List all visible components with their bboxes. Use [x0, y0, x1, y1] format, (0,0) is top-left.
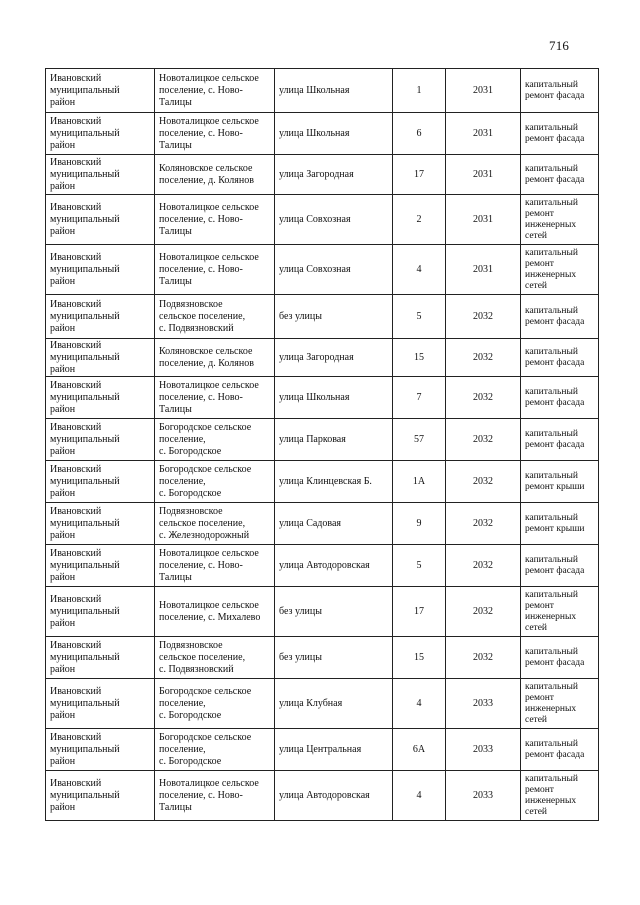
work-type-cell	[521, 377, 599, 419]
district-cell-text: Ивановский муниципальный район	[50, 201, 120, 237]
settlement-cell	[155, 503, 275, 545]
year-cell	[446, 377, 521, 419]
district-cell	[46, 245, 155, 295]
street-cell-text: улица Автодоровская	[279, 789, 370, 801]
settlement-cell-text: Новоталицкое сельское поселение, с. Ново- Талицы	[159, 201, 259, 237]
house-number-cell	[393, 195, 446, 245]
district-cell-text: Ивановский муниципальный район	[50, 505, 120, 541]
settlement-cell	[155, 461, 275, 503]
street-cell	[275, 339, 393, 377]
house-number-cell-text: 57	[414, 433, 424, 445]
settlement-cell	[155, 587, 275, 637]
work-type-cell-text: капитальный ремонт крыши	[525, 512, 585, 534]
work-type-cell	[521, 771, 599, 821]
district-cell-text: Ивановский муниципальный район	[50, 639, 120, 675]
year-cell	[446, 545, 521, 587]
table-row	[46, 113, 599, 155]
district-cell-text: Ивановский муниципальный район	[50, 777, 120, 813]
settlement-cell	[155, 195, 275, 245]
street-cell	[275, 461, 393, 503]
settlement-cell-text: Подвязновское сельское поселение, с. Подвязновский	[159, 639, 246, 675]
settlement-cell	[155, 545, 275, 587]
house-number-cell	[393, 113, 446, 155]
district-cell-text: Ивановский муниципальный район	[50, 685, 120, 721]
settlement-cell-text: Новоталицкое сельское поселение, с. Ново- Талицы	[159, 251, 259, 287]
district-cell-text: Ивановский муниципальный район	[50, 72, 120, 108]
year-cell-text: 2032	[473, 433, 493, 445]
house-number-cell	[393, 69, 446, 113]
street-cell-text: улица Совхозная	[279, 213, 351, 225]
settlement-cell-text: Новоталицкое сельское поселение, с. Михалево	[159, 599, 261, 623]
street-cell	[275, 195, 393, 245]
year-cell-text: 2032	[473, 475, 493, 487]
year-cell-text: 2031	[473, 84, 493, 96]
year-cell-text: 2032	[473, 310, 493, 322]
settlement-cell	[155, 637, 275, 679]
year-cell-text: 2032	[473, 605, 493, 617]
settlement-cell-text: Богородское сельское поселение, с. Богородское	[159, 463, 252, 499]
work-type-cell	[521, 113, 599, 155]
settlement-cell-text: Подвязновское сельское поселение, с. Железнодорожный	[159, 505, 250, 541]
settlement-cell-text: Подвязновское сельское поселение, с. Подвязновский	[159, 298, 246, 334]
district-cell	[46, 637, 155, 679]
house-number-cell	[393, 295, 446, 339]
district-cell	[46, 587, 155, 637]
district-cell-text: Ивановский муниципальный район	[50, 339, 120, 375]
house-number-cell-text: 4	[416, 263, 422, 275]
district-cell	[46, 419, 155, 461]
work-type-cell-text: капитальный ремонт фасада	[525, 79, 585, 101]
district-cell	[46, 771, 155, 821]
settlement-cell	[155, 295, 275, 339]
year-cell-text: 2032	[473, 651, 493, 663]
street-cell	[275, 377, 393, 419]
district-cell	[46, 295, 155, 339]
work-type-cell	[521, 637, 599, 679]
district-cell-text: Ивановский муниципальный район	[50, 379, 120, 415]
settlement-cell-text: Богородское сельское поселение, с. Богородское	[159, 731, 252, 767]
repair-schedule-table	[45, 68, 599, 821]
house-number-cell-text: 5	[416, 310, 422, 322]
work-type-cell-text: капитальный ремонт фасада	[525, 386, 585, 408]
street-cell	[275, 545, 393, 587]
settlement-cell	[155, 729, 275, 771]
settlement-cell-text: Новоталицкое сельское поселение, с. Ново- Талицы	[159, 379, 259, 415]
street-cell	[275, 503, 393, 545]
table-row	[46, 295, 599, 339]
house-number-cell	[393, 771, 446, 821]
table-row	[46, 503, 599, 545]
street-cell-text: без улицы	[279, 651, 322, 663]
year-cell	[446, 771, 521, 821]
street-cell	[275, 69, 393, 113]
street-cell-text: улица Загородная	[279, 351, 354, 363]
street-cell	[275, 295, 393, 339]
settlement-cell	[155, 245, 275, 295]
house-number-cell	[393, 245, 446, 295]
year-cell-text: 2031	[473, 213, 493, 225]
street-cell	[275, 419, 393, 461]
district-cell	[46, 545, 155, 587]
settlement-cell	[155, 69, 275, 113]
table-row	[46, 679, 599, 729]
settlement-cell-text: Новоталицкое сельское поселение, с. Ново- Талицы	[159, 777, 259, 813]
table-row	[46, 729, 599, 771]
house-number-cell-text: 1	[416, 84, 422, 96]
settlement-cell-text: Коляновское сельское поселение, д. Колянов	[159, 345, 254, 369]
table-row	[46, 461, 599, 503]
settlement-cell	[155, 771, 275, 821]
work-type-cell-text: капитальный ремонт фасада	[525, 554, 585, 576]
settlement-cell	[155, 113, 275, 155]
table-row	[46, 545, 599, 587]
table-row	[46, 195, 599, 245]
district-cell	[46, 155, 155, 195]
year-cell	[446, 503, 521, 545]
street-cell	[275, 679, 393, 729]
year-cell-text: 2031	[473, 263, 493, 275]
work-type-cell	[521, 69, 599, 113]
work-type-cell-text: капитальный ремонт фасада	[525, 163, 585, 185]
district-cell	[46, 729, 155, 771]
street-cell	[275, 113, 393, 155]
table-row	[46, 155, 599, 195]
year-cell	[446, 155, 521, 195]
settlement-cell	[155, 377, 275, 419]
year-cell	[446, 587, 521, 637]
house-number-cell	[393, 545, 446, 587]
settlement-cell	[155, 339, 275, 377]
work-type-cell	[521, 195, 599, 245]
settlement-cell-text: Новоталицкое сельское поселение, с. Ново- Талицы	[159, 72, 259, 108]
district-cell-text: Ивановский муниципальный район	[50, 731, 120, 767]
year-cell	[446, 729, 521, 771]
work-type-cell-text: капитальный ремонт фасада	[525, 646, 585, 668]
house-number-cell-text: 1А	[412, 475, 426, 487]
house-number-cell-text: 4	[416, 789, 422, 801]
house-number-cell-text: 4	[416, 697, 422, 709]
work-type-cell	[521, 295, 599, 339]
settlement-cell	[155, 155, 275, 195]
table-row	[46, 771, 599, 821]
year-cell-text: 2033	[473, 743, 493, 755]
settlement-cell-text: Богородское сельское поселение, с. Богородское	[159, 685, 252, 721]
year-cell-text: 2033	[473, 697, 493, 709]
year-cell-text: 2031	[473, 127, 493, 139]
work-type-cell	[521, 155, 599, 195]
year-cell	[446, 113, 521, 155]
page-number: 716	[549, 38, 570, 53]
street-cell-text: улица Клубная	[279, 697, 343, 709]
house-number-cell-text: 15	[414, 651, 424, 663]
year-cell	[446, 69, 521, 113]
work-type-cell	[521, 503, 599, 545]
work-type-cell-text: капитальный ремонт фасада	[525, 346, 585, 368]
work-type-cell-text: капитальный ремонт инженерных сетей	[525, 589, 578, 633]
house-number-cell	[393, 461, 446, 503]
street-cell-text: улица Садовая	[279, 517, 342, 529]
table-row	[46, 419, 599, 461]
street-cell-text: улица Загородная	[279, 168, 354, 180]
street-cell	[275, 637, 393, 679]
settlement-cell	[155, 419, 275, 461]
district-cell	[46, 503, 155, 545]
table-row	[46, 339, 599, 377]
street-cell	[275, 729, 393, 771]
work-type-cell	[521, 461, 599, 503]
house-number-cell-text: 17	[414, 605, 424, 617]
table-body	[46, 69, 599, 821]
table-row	[46, 637, 599, 679]
year-cell-text: 2032	[473, 559, 493, 571]
settlement-cell-text: Новоталицкое сельское поселение, с. Ново- Талицы	[159, 547, 259, 583]
district-cell-text: Ивановский муниципальный район	[50, 251, 120, 287]
street-cell-text: без улицы	[279, 310, 322, 322]
house-number-cell-text: 6	[416, 127, 422, 139]
year-cell	[446, 461, 521, 503]
street-cell	[275, 155, 393, 195]
table-row	[46, 245, 599, 295]
work-type-cell	[521, 679, 599, 729]
work-type-cell-text: капитальный ремонт крыши	[525, 470, 585, 492]
district-cell-text: Ивановский муниципальный район	[50, 298, 120, 334]
street-cell-text: улица Школьная	[279, 127, 350, 139]
year-cell	[446, 637, 521, 679]
district-cell	[46, 377, 155, 419]
year-cell-text: 2033	[473, 789, 493, 801]
house-number-cell	[393, 339, 446, 377]
district-cell-text: Ивановский муниципальный район	[50, 156, 120, 192]
work-type-cell-text: капитальный ремонт фасада	[525, 122, 585, 144]
district-cell-text: Ивановский муниципальный район	[50, 115, 120, 151]
house-number-cell	[393, 729, 446, 771]
street-cell	[275, 771, 393, 821]
house-number-cell-text: 2	[416, 213, 422, 225]
house-number-cell-text: 9	[416, 517, 422, 529]
table-row	[46, 377, 599, 419]
district-cell-text: Ивановский муниципальный район	[50, 593, 120, 629]
street-cell-text: улица Совхозная	[279, 263, 351, 275]
street-cell-text: улица Школьная	[279, 84, 350, 96]
street-cell	[275, 587, 393, 637]
house-number-cell	[393, 587, 446, 637]
settlement-cell-text: Новоталицкое сельское поселение, с. Ново- Талицы	[159, 115, 259, 151]
house-number-cell-text: 17	[414, 168, 424, 180]
year-cell	[446, 339, 521, 377]
district-cell	[46, 339, 155, 377]
year-cell-text: 2032	[473, 351, 493, 363]
house-number-cell-text: 5	[416, 559, 422, 571]
house-number-cell	[393, 155, 446, 195]
settlement-cell	[155, 679, 275, 729]
work-type-cell	[521, 729, 599, 771]
settlement-cell-text: Богородское сельское поселение, с. Богородское	[159, 421, 252, 457]
work-type-cell-text: капитальный ремонт инженерных сетей	[525, 681, 578, 725]
work-type-cell	[521, 587, 599, 637]
street-cell-text: улица Автодоровская	[279, 559, 370, 571]
work-type-cell-text: капитальный ремонт фасада	[525, 305, 585, 327]
house-number-cell-text: 6А	[412, 743, 426, 755]
year-cell	[446, 419, 521, 461]
table-row	[46, 69, 599, 113]
house-number-cell	[393, 503, 446, 545]
work-type-cell-text: капитальный ремонт фасада	[525, 428, 585, 450]
house-number-cell-text: 15	[414, 351, 424, 363]
work-type-cell	[521, 339, 599, 377]
year-cell	[446, 679, 521, 729]
district-cell-text: Ивановский муниципальный район	[50, 547, 120, 583]
district-cell	[46, 679, 155, 729]
work-type-cell-text: капитальный ремонт инженерных сетей	[525, 197, 578, 241]
street-cell-text: улица Клинцевская Б.	[279, 475, 372, 487]
work-type-cell	[521, 545, 599, 587]
street-cell-text: улица Центральная	[279, 743, 362, 755]
work-type-cell-text: капитальный ремонт инженерных сетей	[525, 773, 578, 817]
street-cell-text: улица Школьная	[279, 391, 350, 403]
district-cell	[46, 461, 155, 503]
year-cell	[446, 295, 521, 339]
street-cell	[275, 245, 393, 295]
house-number-cell	[393, 419, 446, 461]
street-cell-text: улица Парковая	[279, 433, 346, 445]
year-cell-text: 2032	[473, 517, 493, 529]
district-cell	[46, 113, 155, 155]
settlement-cell-text: Коляновское сельское поселение, д. Колянов	[159, 162, 254, 186]
work-type-cell-text: капитальный ремонт фасада	[525, 738, 585, 760]
district-cell-text: Ивановский муниципальный район	[50, 421, 120, 457]
work-type-cell	[521, 419, 599, 461]
house-number-cell	[393, 679, 446, 729]
house-number-cell	[393, 637, 446, 679]
year-cell-text: 2031	[473, 168, 493, 180]
district-cell-text: Ивановский муниципальный район	[50, 463, 120, 499]
district-cell	[46, 195, 155, 245]
house-number-cell	[393, 377, 446, 419]
district-cell	[46, 69, 155, 113]
year-cell-text: 2032	[473, 391, 493, 403]
work-type-cell-text: капитальный ремонт инженерных сетей	[525, 247, 578, 291]
year-cell	[446, 195, 521, 245]
table-row	[46, 587, 599, 637]
year-cell	[446, 245, 521, 295]
work-type-cell	[521, 245, 599, 295]
street-cell-text: без улицы	[279, 605, 322, 617]
house-number-cell-text: 7	[416, 391, 422, 403]
